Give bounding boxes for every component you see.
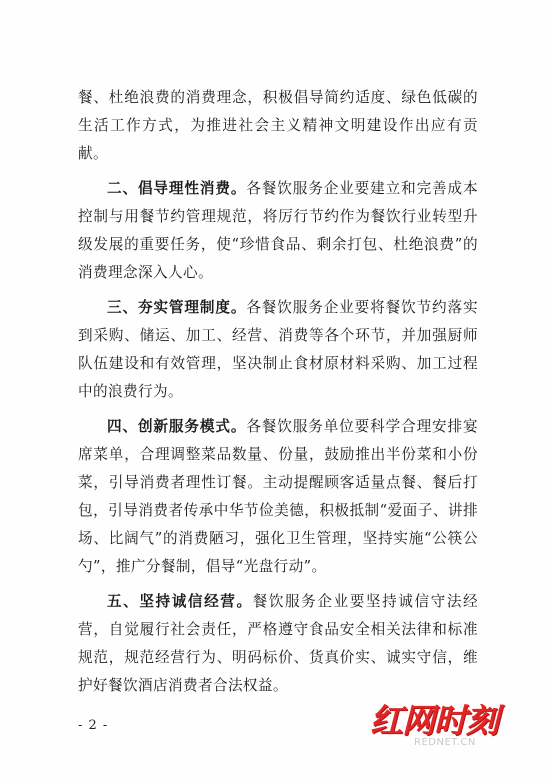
paragraph-3 xyxy=(78,294,478,406)
paragraph-4 xyxy=(78,413,478,581)
paragraph-2-text: 各餐饮服务企业要建立和完善成本控制与用餐节约管理规范，将厉行节约作为餐饮行业转型升级发展的重要任务，使“珍惜食品、剩余打包、杜绝浪费”的消费理念深入人心。 xyxy=(78,180,478,281)
rednet-url: REDNET.CN xyxy=(414,737,476,748)
paragraph-4-heading: 四、创新服务模式。 xyxy=(107,418,247,435)
rednet-logo: 红网时刻 xyxy=(370,701,498,740)
paragraph-1 xyxy=(78,84,478,168)
paragraph-5 xyxy=(78,588,478,700)
rednet-watermark xyxy=(370,695,530,765)
paragraph-5-text: 餐饮服务企业要坚持诚信守法经营，自觉履行社会责任，严格遵守食品安全相关法律和标准规范，规范经营行为、明码标价、货真价实、诚实守信，维护好餐饮酒店消费者合法权益。 xyxy=(78,593,478,694)
paragraph-2 xyxy=(78,175,478,287)
paragraph-5-heading: 五、坚持诚信经营。 xyxy=(107,593,253,610)
paragraph-3-heading: 三、夯实管理制度。 xyxy=(107,299,247,316)
document-body xyxy=(78,84,478,707)
paragraph-3-text: 各餐饮服务企业要将餐饮节约落实到采购、储运、加工、经营、消费等各个环节，并加强厨师队伍建设和有效管理，坚决制止食材原材料采购、加工过程中的浪费行为。 xyxy=(78,299,478,400)
paragraph-4-text: 各餐饮服务单位要科学合理安排宴席菜单，合理调整菜品数量、份量，鼓励推出半份菜和小份菜，引导消费者理性订餐。主动提醒顾客适量点餐、餐后打包，引导消费者传承中华节俭美德，积极抵制“爱面子、讲排场、比阔气”的消费陋习，强化卫生管理，坚持实施“公筷公勺”，推广分餐制，倡导“光盘行动”。 xyxy=(78,418,478,575)
paragraph-2-heading: 二、倡导理性消费。 xyxy=(107,180,247,197)
page-number: - 2 - xyxy=(78,718,109,733)
paragraph-1-text: 餐、杜绝浪费的消费理念，积极倡导简约适度、绿色低碳的生活工作方式，为推进社会主义精神文明建设作出应有贡献。 xyxy=(78,89,478,162)
